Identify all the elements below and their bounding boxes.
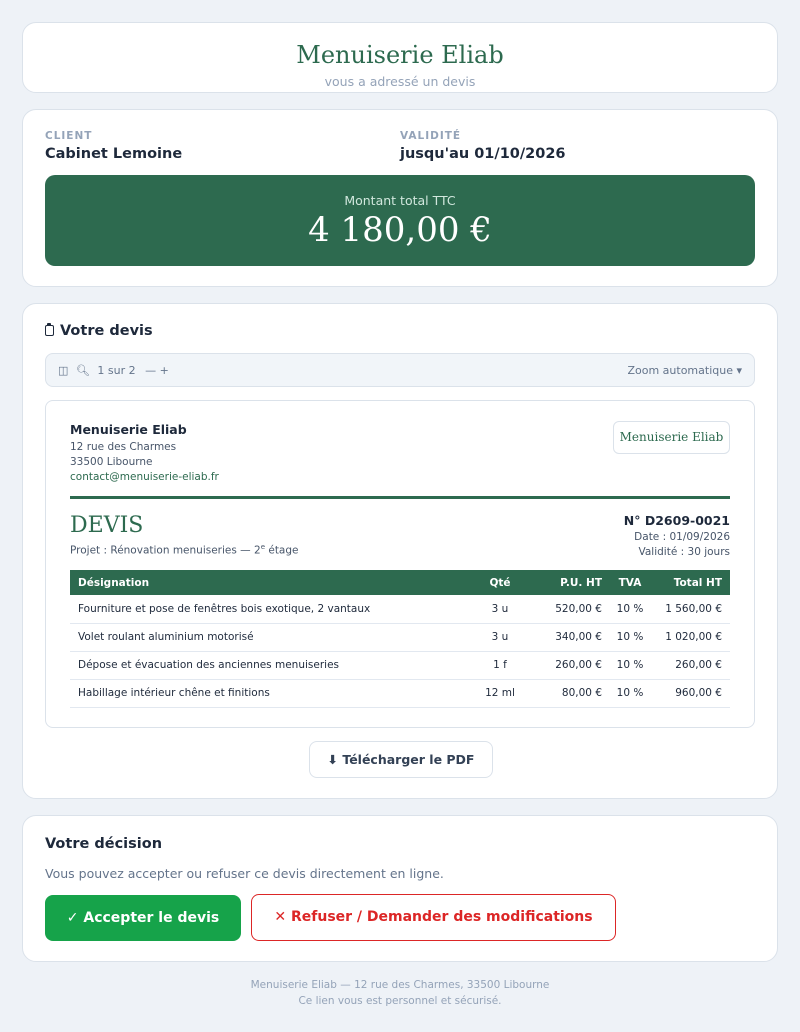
table-cell: 960,00 € xyxy=(675,687,722,699)
header-rule xyxy=(70,496,730,499)
pdf-document-page xyxy=(45,400,755,728)
table-cell: 10 % xyxy=(616,659,644,671)
table-cell: 10 % xyxy=(616,602,644,615)
devis-validity: Validité : 30 jours xyxy=(638,546,730,558)
company-email: contact@menuiserie-eliab.fr xyxy=(70,471,219,483)
col-header: Qté xyxy=(489,576,511,589)
table-cell: Volet roulant aluminium motorisé xyxy=(78,631,254,643)
validity-label: VALIDITÉ xyxy=(400,130,462,142)
accept-button[interactable]: ✓ Accepter le devis xyxy=(45,895,241,941)
table-cell: 80,00 € xyxy=(561,687,602,699)
table-cell: 1 f xyxy=(493,659,507,671)
table-cell: Dépose et évacuation des anciennes menuiseries xyxy=(78,659,339,671)
col-header: TVA xyxy=(618,576,642,589)
col-header: Total HT xyxy=(673,576,722,589)
table-row xyxy=(70,623,730,651)
validity-value: jusqu'au 01/10/2026 xyxy=(400,146,566,162)
table-cell: 10 % xyxy=(616,687,644,699)
table-cell: Fourniture et pose de fenêtres bois exotique, 2 vantaux xyxy=(78,602,371,615)
viewer-left-controls xyxy=(58,364,169,377)
devis-number: N° D2609-0021 xyxy=(623,513,730,528)
project-line: Projet : Rénovation menuiseries — 2e étage xyxy=(70,543,299,557)
table-cell: 3 u xyxy=(491,602,509,615)
company-logo: Menuiserie Eliab xyxy=(613,421,730,454)
brand-name: Menuiserie Eliab xyxy=(296,41,504,69)
footer-address: Menuiserie Eliab — 12 rue des Charmes, 33500 Libourne xyxy=(250,979,550,991)
table-header-row xyxy=(70,570,730,595)
zoom-select[interactable]: Zoom automatique ▾ xyxy=(627,364,742,377)
devis-title-text: Votre devis xyxy=(60,323,153,339)
table-cell: Habillage intérieur chêne et finitions xyxy=(78,687,270,699)
table-cell: 12 ml xyxy=(485,687,515,699)
table-row xyxy=(70,595,730,623)
header-card xyxy=(22,22,778,93)
download-pdf-button[interactable]: ⬇ Télécharger le PDF xyxy=(309,741,493,778)
pdf-viewer-toolbar xyxy=(45,353,755,387)
footer-security-note: Ce lien vous est personnel et sécurisé. xyxy=(298,995,502,1007)
client-value: Cabinet Lemoine xyxy=(45,146,183,162)
devis-section-title xyxy=(45,323,153,339)
decision-description: Vous pouvez accepter ou refuser ce devis directement en ligne. xyxy=(45,866,444,881)
table-cell: 1 560,00 € xyxy=(665,602,722,615)
clipboard-icon xyxy=(45,325,54,336)
company-address1: 12 rue des Charmes xyxy=(70,441,177,453)
sidebar-toggle-icon[interactable]: ◫ xyxy=(58,364,69,377)
company-name: Menuiserie Eliab xyxy=(70,422,187,437)
table-cell: 260,00 € xyxy=(555,659,602,671)
col-header: P.U. HT xyxy=(560,576,602,589)
table-cell: 340,00 € xyxy=(555,631,602,643)
search-icon[interactable]: 🔍︎ xyxy=(75,364,90,377)
page-info: 1 sur 2 xyxy=(97,364,136,377)
total-label: Montant total TTC xyxy=(344,193,456,208)
table-cell: 10 % xyxy=(616,631,644,643)
table-cell: 260,00 € xyxy=(675,659,722,671)
refuse-button[interactable]: ✕ Refuser / Demander des modifications xyxy=(251,894,616,941)
table-cell: 1 020,00 € xyxy=(665,631,722,643)
summary-card xyxy=(22,109,778,287)
devis-card xyxy=(22,303,778,799)
devis-heading: DEVIS xyxy=(70,513,144,538)
table-cell: 3 u xyxy=(491,631,509,643)
table-row xyxy=(70,679,730,707)
table-cell: 520,00 € xyxy=(555,602,602,615)
decision-title: Votre décision xyxy=(45,836,163,852)
devis-date: Date : 01/09/2026 xyxy=(634,531,730,543)
client-label: CLIENT xyxy=(45,130,93,142)
col-header: Désignation xyxy=(78,576,150,589)
table-row xyxy=(70,651,730,679)
decision-card xyxy=(22,815,778,962)
company-address2: 33500 Libourne xyxy=(70,456,153,468)
devis-table xyxy=(70,570,730,708)
zoom-controls[interactable]: — + xyxy=(145,364,169,377)
header-subtitle: vous a adressé un devis xyxy=(324,74,476,89)
total-box xyxy=(45,175,755,266)
total-value: 4 180,00 € xyxy=(308,210,492,250)
